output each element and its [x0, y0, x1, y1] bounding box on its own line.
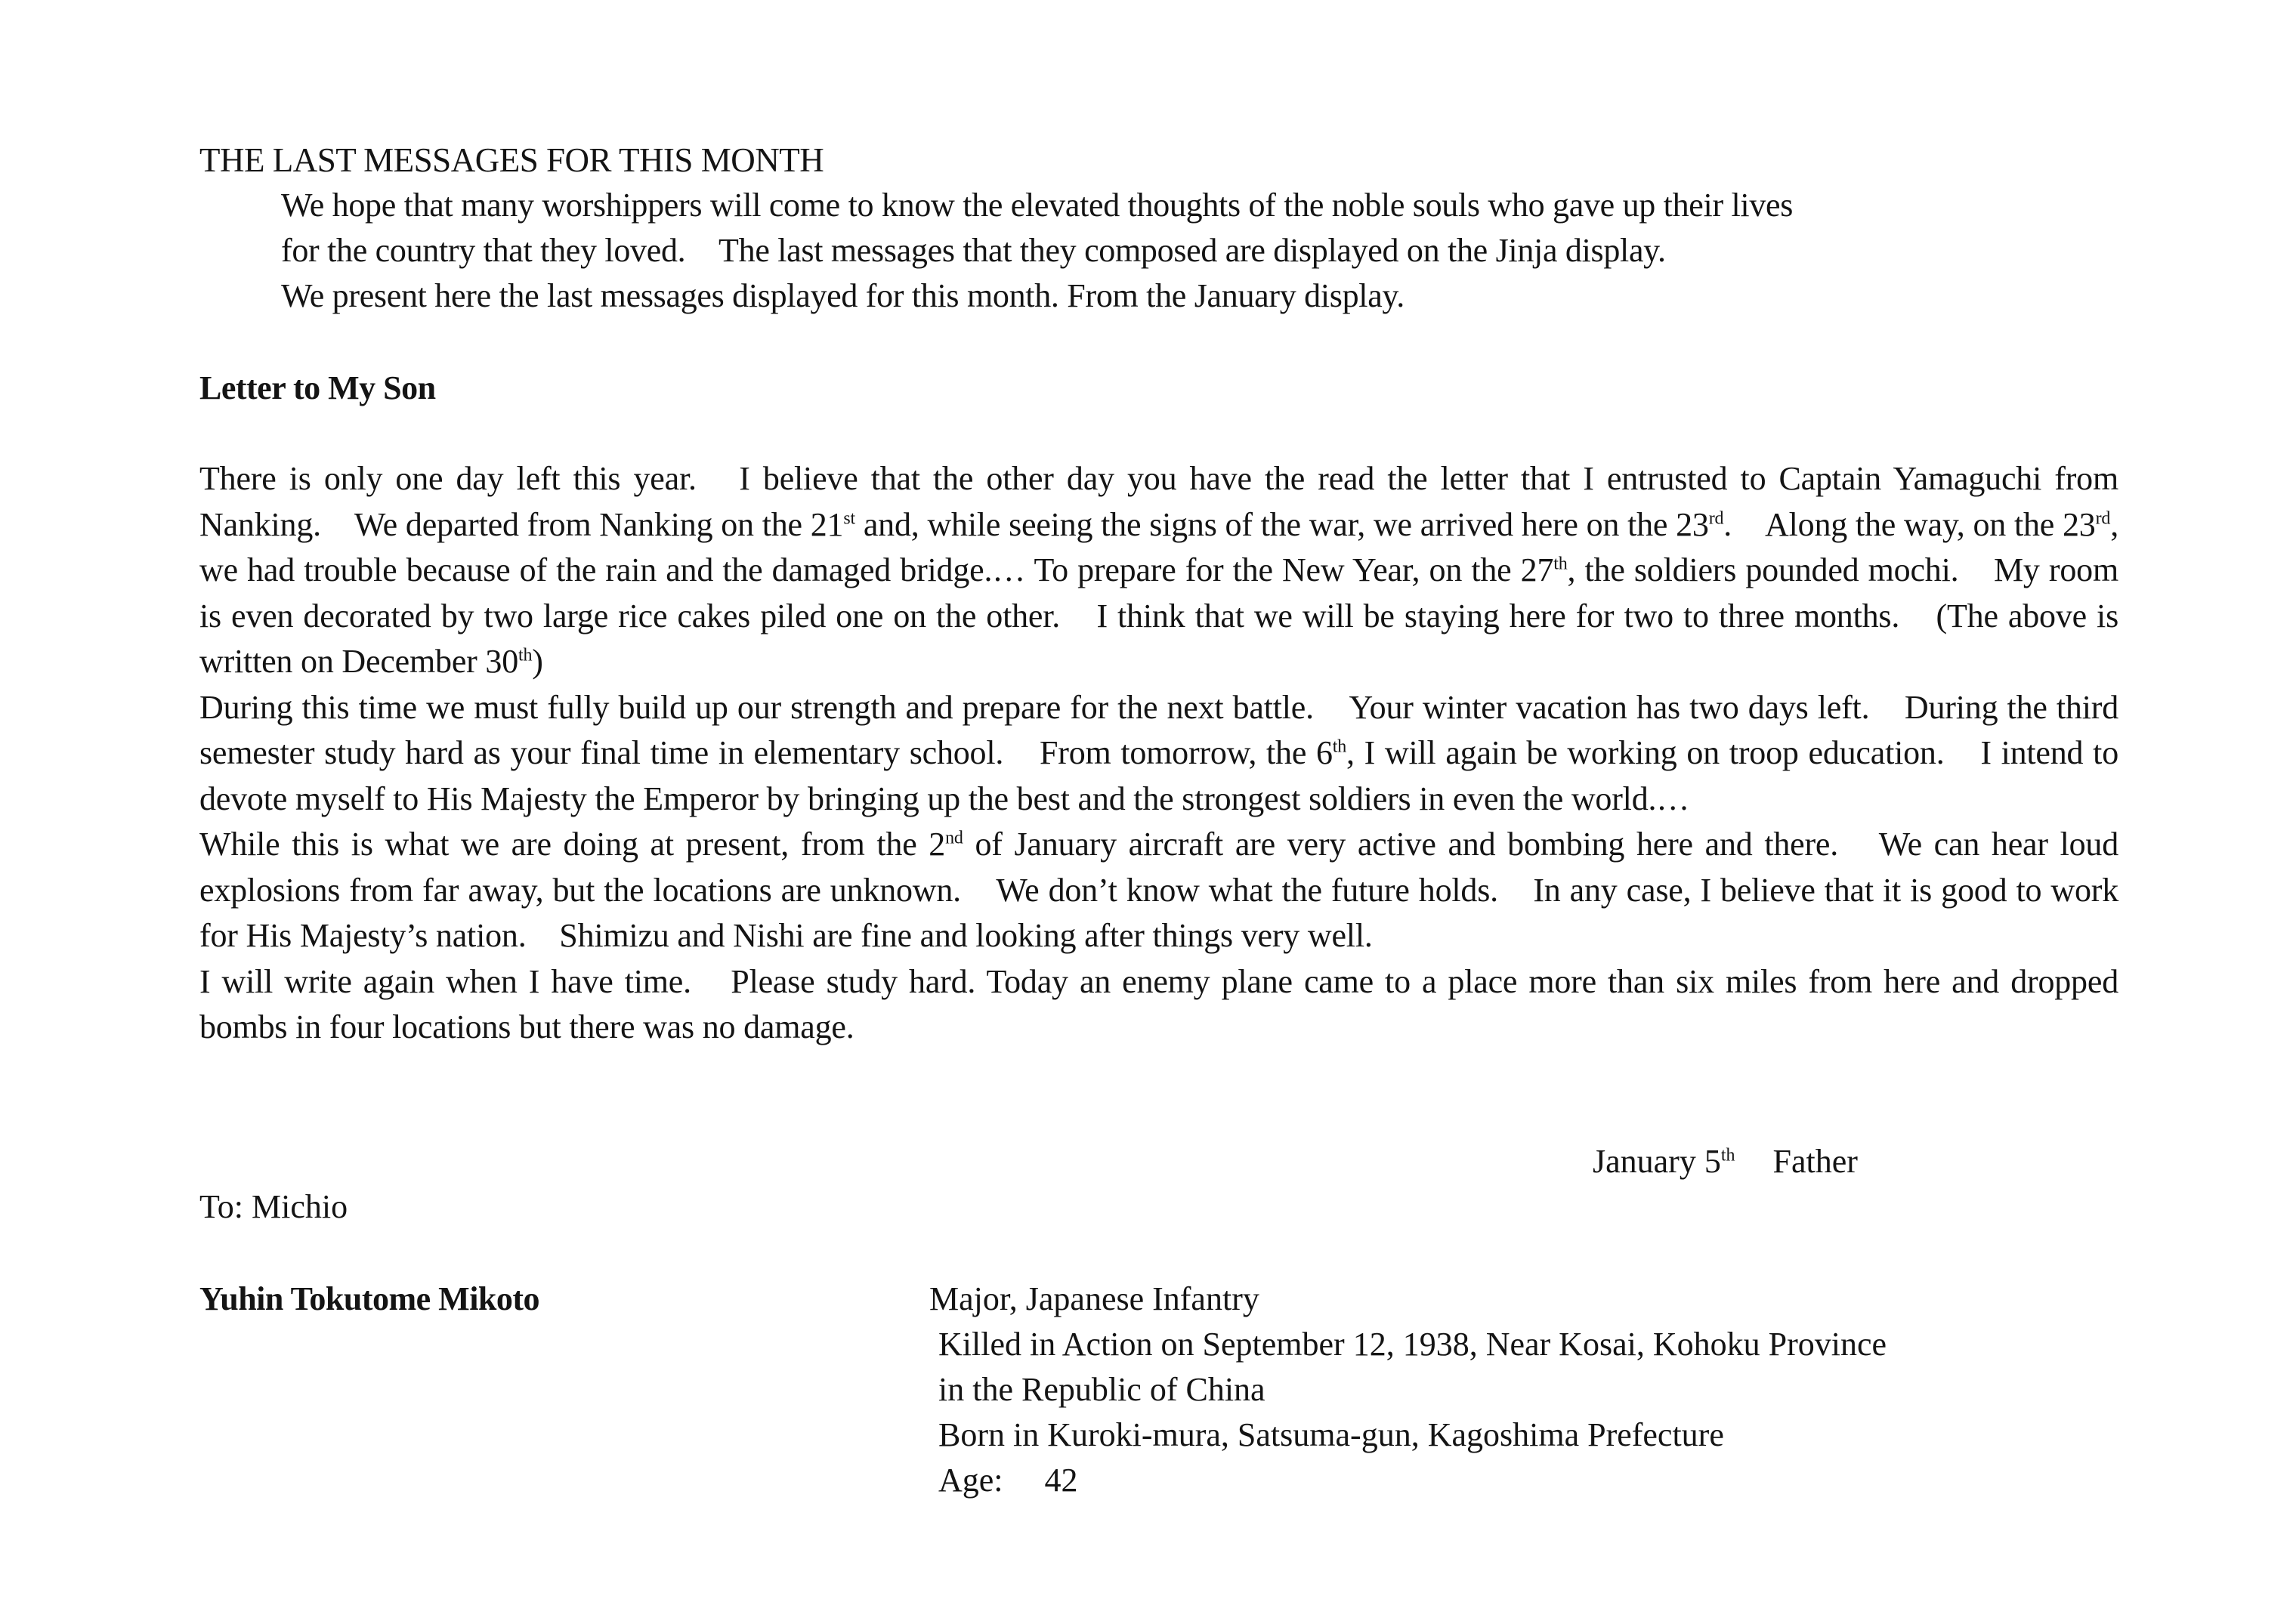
author-detail-2: in the Republic of China: [938, 1371, 1265, 1408]
signature-line: [1593, 1142, 1858, 1181]
author-detail-4: Age: 42: [938, 1462, 1078, 1499]
intro-line-1: We hope that many worshippers will come to know the elevated thoughts of the noble souls who gave up their lives: [281, 187, 1794, 224]
author-rank: Major, Japanese Infantry: [929, 1280, 1259, 1317]
letter-title: Letter to My Son: [199, 369, 436, 406]
letter-paragraph-4: I will write again when I have time. Please study hard. Today an enemy plane came to a place more than six miles from here and dropped bombs in four locations but there was no damage.: [199, 962, 2118, 1045]
intro-line-3: We present here the last messages displayed for this month. From the January display.: [281, 277, 1405, 314]
page-heading: THE LAST MESSAGES FOR THIS MONTH: [199, 141, 824, 179]
letter-paragraph-2: During this time we must fully build up our strength and prepare for the next battle. Your winter vacation has two days left. During the third semester study hard as your final time in elementary school. From tomorrow, the 6th, I will again be working on troop education. I intend to devote myself to His Majesty the Emperor by bringing up the best and the strongest soldiers in even the world.…: [199, 688, 2118, 817]
letter-paragraph-1: There is only one day left this year. I believe that the other day you have the read the letter that I entrusted to Captain Yamaguchi from Nanking. We departed from Nanking on the 21st and, while seeing the signs of the war, we arrived here on the 23rd. Along the way, on the 23rd, we had trouble because of the rain and the damaged bridge.… To prepare for the New Year, on the 27th, the soldiers pounded mochi. My room is even decorated by two large rice cakes piled one on the other. I think that we will be staying here for two to three months. (The above is written on December 30th): [199, 460, 2118, 680]
letter-body: [199, 456, 2118, 1051]
author-detail-3: Born in Kuroki-mura, Satsuma-gun, Kagoshima Prefecture: [938, 1416, 1724, 1453]
signature-from: Father: [1772, 1143, 1858, 1180]
intro-line-2: for the country that they loved. The last messages that they composed are displayed on the Jinja display.: [281, 232, 1666, 269]
author-name: Yuhin Tokutome Mikoto: [199, 1280, 540, 1317]
letter-paragraph-3: While this is what we are doing at present, from the 2nd of January aircraft are very active and bombing here and there. We can hear loud explosions from far away, but the locations are unknown. We don’t know what the future holds. In any case, I believe that it is good to work for His Majesty’s nation. Shimizu and Nishi are fine and looking after things very well.: [199, 826, 2118, 954]
author-detail-1: Killed in Action on September 12, 1938, Near Kosai, Kohoku Province: [938, 1326, 1887, 1363]
recipient: To: Michio: [199, 1188, 348, 1225]
signature-date: January 5th: [1593, 1143, 1735, 1180]
